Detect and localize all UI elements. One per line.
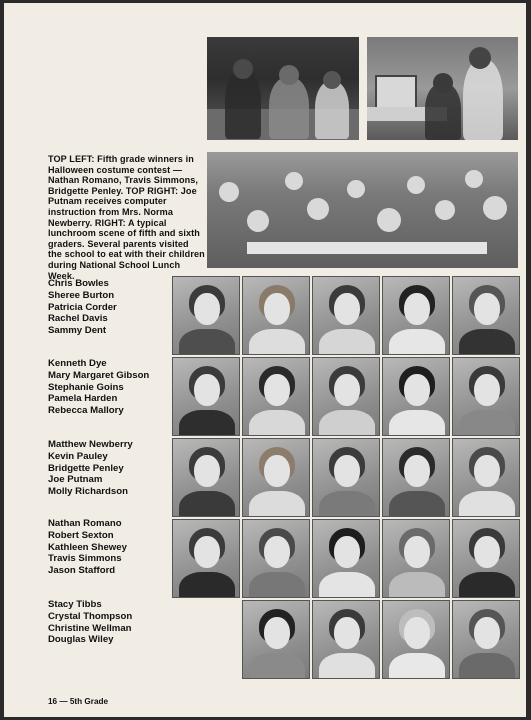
- student-name: Molly Richardson: [48, 486, 128, 498]
- student-portrait: [452, 519, 520, 598]
- name-list-row-1: [48, 278, 117, 337]
- name-list-row-3: [48, 439, 133, 498]
- student-name: Matthew Newberry: [48, 439, 133, 450]
- student-name: Chris Bowles: [48, 278, 109, 289]
- student-portrait: [172, 357, 240, 436]
- student-name: Stephanie Goins: [48, 381, 124, 393]
- student-portrait: [242, 357, 310, 436]
- student-portrait: [312, 519, 380, 598]
- student-name: Robert Sexton: [48, 529, 114, 541]
- student-portrait: [312, 276, 380, 355]
- student-portrait: [382, 276, 450, 355]
- student-name: Patricia Corder: [48, 301, 117, 313]
- halloween-costume-photo: [207, 37, 359, 140]
- student-portrait: [172, 276, 240, 355]
- student-name: Kenneth Dye: [48, 358, 107, 369]
- student-name: Joe Putnam: [48, 474, 103, 486]
- student-portrait: [382, 438, 450, 517]
- student-portrait: [382, 600, 450, 679]
- student-name: Nathan Romano: [48, 518, 122, 529]
- student-name: Bridgette Penley: [48, 462, 124, 474]
- student-name: Sammy Dent: [48, 325, 107, 337]
- student-name: Stacy Tibbs: [48, 599, 102, 610]
- student-portrait: [242, 276, 310, 355]
- student-name: Travis Simmons: [48, 553, 122, 565]
- student-portrait: [312, 438, 380, 517]
- student-name: Mary Margaret Gibson: [48, 369, 150, 381]
- student-name: Jason Stafford: [48, 565, 116, 577]
- student-name: Kevin Pauley: [48, 450, 108, 462]
- name-list-row-5: [48, 599, 132, 646]
- yearbook-page: [4, 3, 526, 717]
- student-portrait: [382, 519, 450, 598]
- student-portrait: [312, 600, 380, 679]
- student-portrait: [312, 357, 380, 436]
- student-portrait: [172, 438, 240, 517]
- student-portrait: [242, 600, 310, 679]
- student-name: Sheree Burton: [48, 289, 115, 301]
- lunchroom-photo: [207, 152, 518, 268]
- name-list-row-2: [48, 358, 149, 417]
- student-name: Douglas Wiley: [48, 634, 114, 646]
- page-footer: 16 — 5th Grade: [48, 697, 109, 706]
- student-name: Rebecca Mallory: [48, 405, 124, 417]
- student-portrait: [242, 438, 310, 517]
- student-name: Kathleen Shewey: [48, 541, 127, 553]
- student-name: Rachel Davis: [48, 313, 108, 325]
- photo-caption: TOP LEFT: Fifth grade winners in Halloween costume contest — Nathan Romano, Travis Simmons, Bridgette Penley. TOP RIGHT: Joe Putnam receives computer instruction from Mrs. Norma Newberry. RIGHT: A typical lunchroom scene of fifth and sixth graders. Several parents visited the school to eat with their children during National School Lunch Week.: [48, 154, 205, 281]
- student-portrait: [452, 600, 520, 679]
- student-portrait: [452, 438, 520, 517]
- student-portrait: [242, 519, 310, 598]
- student-name: Christine Wellman: [48, 622, 132, 634]
- name-list-row-4: [48, 518, 127, 577]
- student-name: Crystal Thompson: [48, 610, 133, 622]
- student-portrait: [452, 276, 520, 355]
- student-portrait: [382, 357, 450, 436]
- student-portrait: [452, 357, 520, 436]
- student-name: Pamela Harden: [48, 393, 118, 405]
- computer-instruction-photo: [367, 37, 518, 140]
- student-portrait: [172, 519, 240, 598]
